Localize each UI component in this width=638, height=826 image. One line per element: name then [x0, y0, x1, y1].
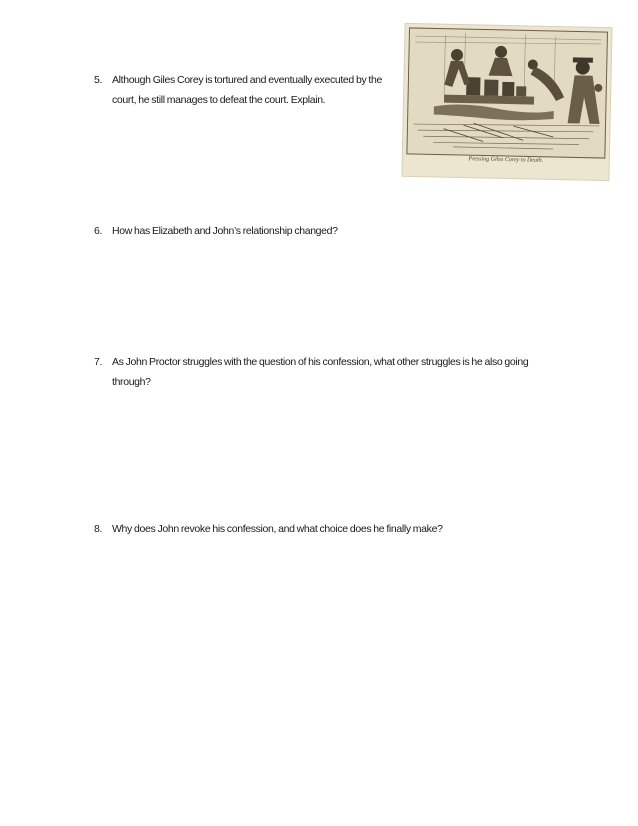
- question-number: 5.: [94, 74, 103, 86]
- giles-corey-illustration: [402, 24, 611, 180]
- question-text: Why does John revoke his confession, and what choice does he finally make?: [112, 523, 443, 535]
- question-text: As John Proctor struggles with the question of his confession, what other struggles is he also going through?: [112, 356, 529, 388]
- illustration-caption: Pressing Giles Corey to Death.: [468, 156, 544, 164]
- question-number: 6.: [94, 225, 103, 237]
- question-text: How has Elizabeth and John’s relationship changed?: [112, 225, 338, 237]
- question-number: 7.: [94, 356, 103, 368]
- question-number: 8.: [94, 523, 103, 535]
- question-text: Although Giles Corey is tortured and eventually executed by the court, he still manages to defeat the court. Explain.: [112, 74, 382, 106]
